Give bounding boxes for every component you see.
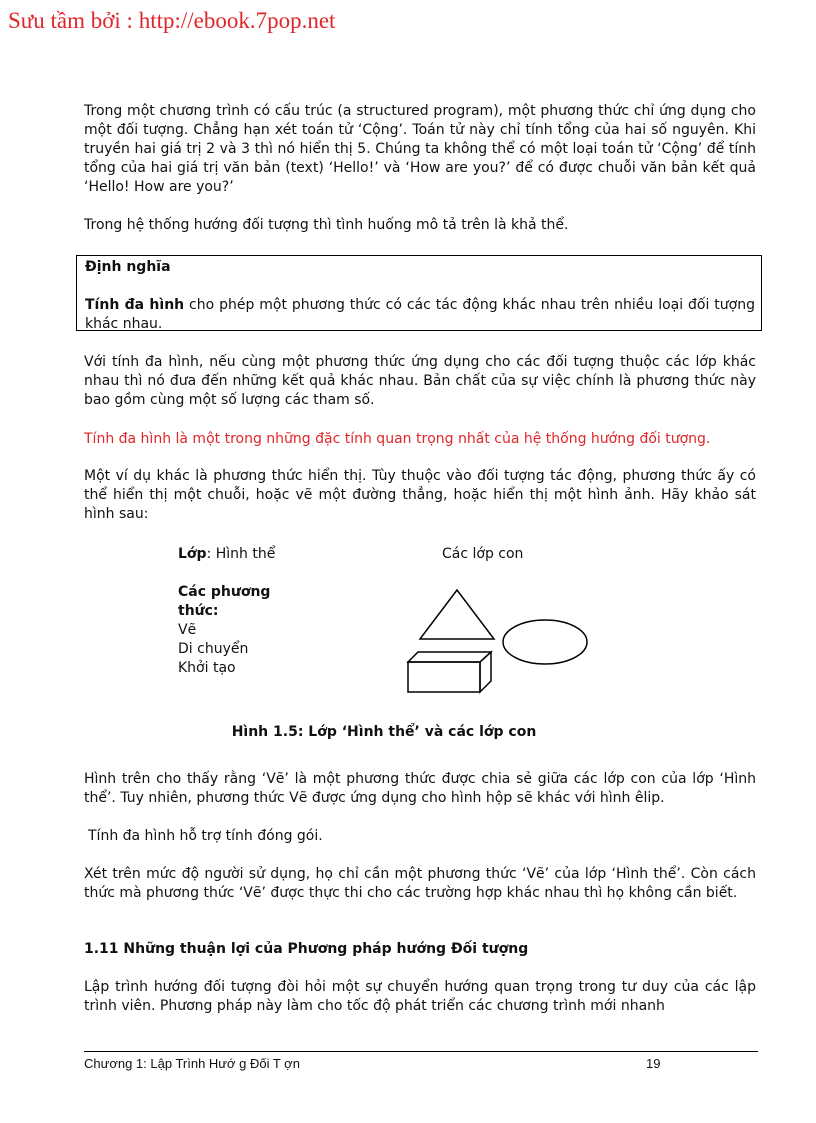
paragraph-oop-possible: Trong hệ thống hướng đối tượng thì tình huống mô tả trên là khả thể.: [84, 217, 569, 233]
page-number: 19: [646, 1056, 661, 1071]
figure-class-label: Lớp: [178, 546, 207, 562]
definition-title: Định nghĩa: [85, 259, 171, 275]
paragraph-polymorphism-important: Tính đa hình là một trong những đặc tính quan trọng nhất của hệ thống hướng đối tượng.: [84, 431, 711, 447]
figure-class-line: [178, 545, 275, 564]
method-draw: Vẽ: [178, 622, 197, 638]
footer-chapter: Chương 1: Lập Trình Hướ g Đối T ợn: [84, 1056, 300, 1071]
paragraph-polymorphism-results: Với tính đa hình, nếu cùng một phương thức ứng dụng cho các đối tượng thuộc các lớp khác nhau thì nó đưa đến những kết quả khác nhau. Bản chất của sự việc chính là phương thức này bao gồm cùng một số lượng các tham số.: [84, 354, 756, 408]
paragraph-draw-shared: Hình trên cho thấy rằng ‘Vẽ’ là một phương thức được chia sẻ giữa các lớp con của lớp ‘Hình thể’. Tuy nhiên, phương thức Vẽ được ứng dụng cho hình hộp sẽ khác với hình êlip.: [84, 771, 756, 806]
method-move: Di chuyển: [178, 641, 249, 657]
definition-text: cho phép một phương thức có các tác động khác nhau trên nhiều loại đối tượng khác nhau.: [85, 297, 755, 332]
definition-box: [76, 255, 762, 331]
paragraph-structured-program: Trong một chương trình có cấu trúc (a structured program), một phương thức chỉ ứng dụng cho một đối tượng. Chẳng hạn xét toán tử ‘Cộng’. Toán tử này chỉ tính tổng của hai số nguyên. Khi truyền hai giá trị 2 và 3 thì nó hiển thị 5. Chúng ta không thể có một loại toán tử ‘Cộng’ để tính tổng của hai giá trị văn bản (text) ‘Hello!’ và ‘How are you?’ để có được chuỗi văn bản kết quả ‘Hello! How are you?’: [84, 103, 756, 195]
footer-divider: [84, 1051, 758, 1052]
paragraph-encapsulation: Tính đa hình hỗ trợ tính đóng gói.: [88, 828, 323, 844]
definition-body: [85, 296, 755, 334]
box-shape: [408, 652, 491, 692]
method-init: Khởi tạo: [178, 660, 236, 676]
triangle-shape: [420, 590, 494, 639]
figure-subclasses-label: Các lớp con: [442, 546, 524, 562]
definition-term: Tính đa hình: [85, 297, 185, 313]
figure-caption: Hình 1.5: Lớp ‘Hình thể’ và các lớp con: [231, 724, 537, 740]
paragraph-user-level: Xét trên mức độ người sử dụng, họ chỉ cần một phương thức ‘Vẽ’ của lớp ‘Hình thể’. Còn cách thức mà phương thức ‘Vẽ’ được thực thi cho các trường hợp khác nhau thì họ không cần biết.: [84, 866, 756, 901]
paragraph-display-example: Một ví dụ khác là phương thức hiển thị. Tùy thuộc vào đối tượng tác động, phương thức ấy có thể hiển thị một chuỗi, hoặc vẽ một đường thẳng, hoặc hiển thị một hình ảnh. Hãy khảo sát hình sau:: [84, 468, 756, 522]
watermark: Sưu tầm bởi : http://ebook.7pop.net: [8, 8, 336, 33]
ellipse-shape: [503, 620, 587, 664]
paragraph-oop-advantages: Lập trình hướng đối tượng đòi hỏi một sự chuyển hướng quan trọng trong tư duy của các lập trình viên. Phương pháp này làm cho tốc độ phát triển các chương trình mới nhanh: [84, 979, 756, 1014]
figure-shapes: [400, 580, 600, 700]
figure-methods-label: Các phương thức:: [178, 584, 271, 619]
figure-class-name: : Hình thể: [206, 546, 276, 562]
section-heading: 1.11 Những thuận lợi của Phương pháp hướng Đối tượng: [84, 941, 529, 957]
